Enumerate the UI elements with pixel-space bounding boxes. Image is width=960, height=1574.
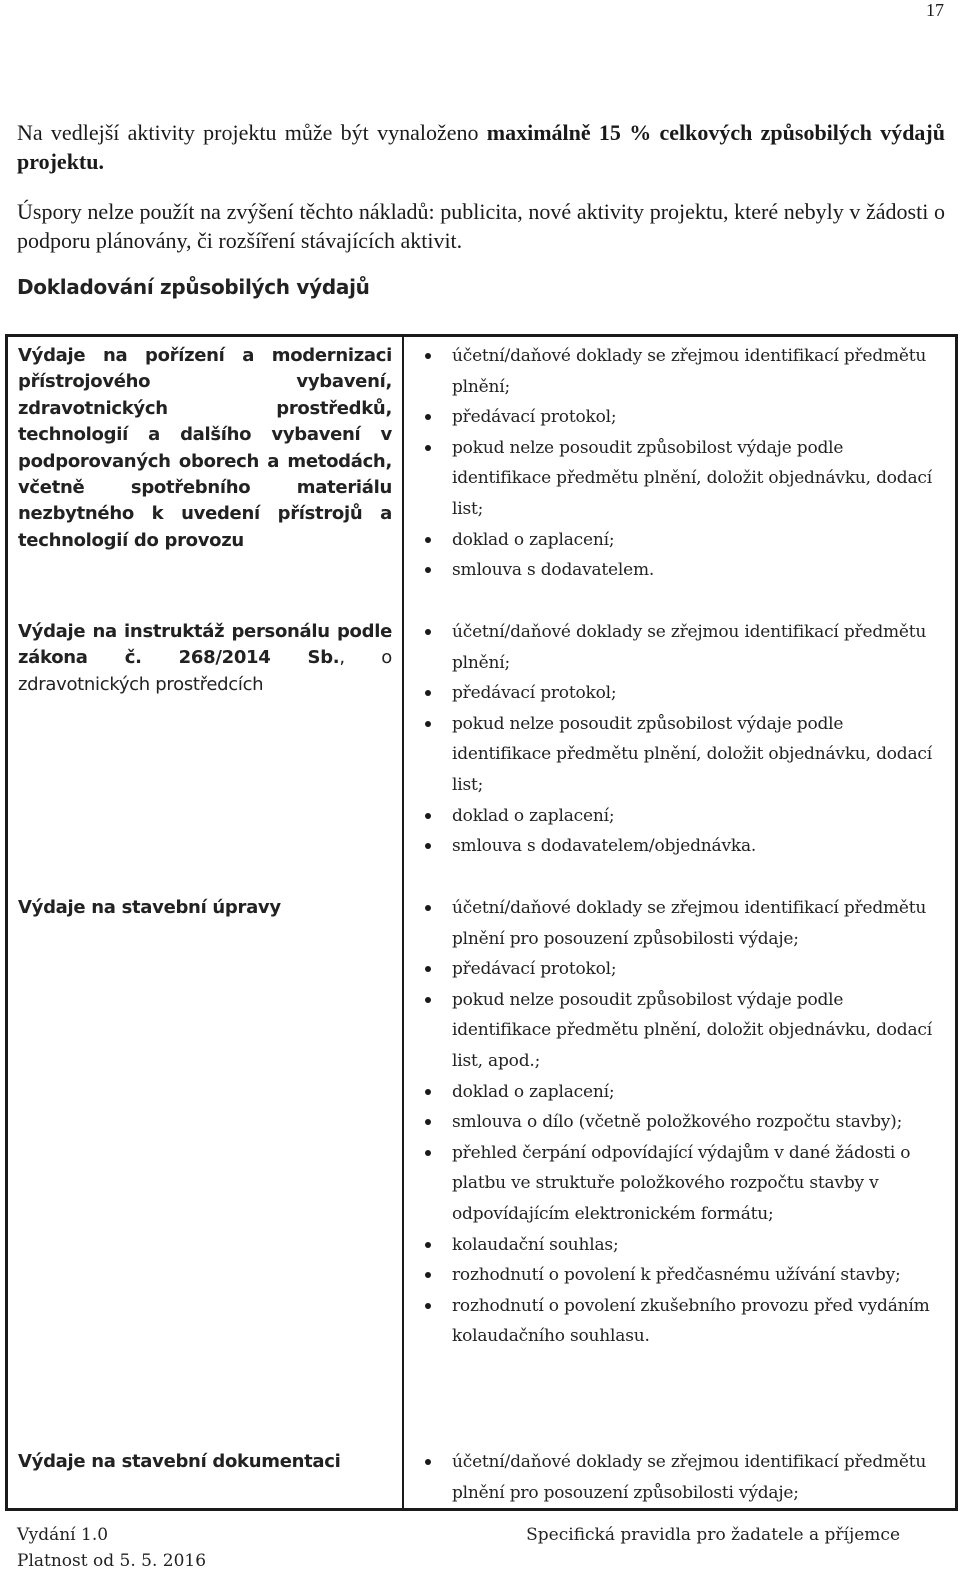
list-item: pokud nelze posoudit způsobilost výdaje podle identifikace předmětu plnění, doložit objednávku, dodací list; — [452, 709, 943, 801]
intro-paragraph-1 — [17, 118, 945, 176]
list-item: účetní/daňové doklady se zřejmou identifikací předmětu plnění; — [452, 617, 943, 678]
list-item: účetní/daňové doklady se zřejmou identifikací předmětu plnění; — [452, 341, 943, 402]
footer-doc-title: Specifická pravidla pro žadatele a příjemce — [526, 1525, 900, 1545]
list-item: předávací protokol; — [452, 954, 943, 985]
docs-cell — [403, 1443, 957, 1510]
section-heading: Dokladování způsobilých výdajů — [17, 275, 370, 299]
expense-cell: Výdaje na stavební úpravy — [7, 889, 404, 1443]
expense-normal-text: , o zdravotnických prostředcích — [18, 647, 393, 695]
intro-text: Na vedlejší aktivity projektu může být vynaloženo — [17, 120, 487, 145]
docs-list — [432, 893, 943, 1352]
list-item: rozhodnutí o povolení k předčasnému užívání stavby; — [452, 1260, 943, 1291]
list-item: doklad o zaplacení; — [452, 1077, 943, 1108]
page-number: 17 — [926, 0, 944, 20]
list-item: smlouva s dodavatelem. — [452, 555, 943, 586]
list-item: účetní/daňové doklady se zřejmou identifikací předmětu plnění pro posouzení způsobilosti výdaje; — [452, 1447, 943, 1508]
table-row — [7, 889, 957, 1443]
footer-left — [17, 1522, 206, 1574]
docs-cell — [403, 889, 957, 1443]
intro-paragraph-2: Úspory nelze použít na zvýšení těchto nákladů: publicita, nové aktivity projektu, které nebyly v žádosti o podporu plánovány, či rozšíření stávajících aktivit. — [17, 199, 945, 253]
list-item: účetní/daňové doklady se zřejmou identifikací předmětu plnění pro posouzení způsobilosti výdaje; — [452, 893, 943, 954]
table-row — [7, 336, 957, 614]
list-item: doklad o zaplacení; — [452, 525, 943, 556]
list-item: předávací protokol; — [452, 678, 943, 709]
docs-cell — [403, 613, 957, 889]
list-item: předávací protokol; — [452, 402, 943, 433]
footer-validity: Platnost od 5. 5. 2016 — [17, 1551, 207, 1571]
intro-emphasis: maximálně 15 % celkových způsobilých výdajů projektu. — [17, 120, 945, 174]
expense-bold-text: Výdaje na instruktáž personálu podle zákona č. 268/2014 Sb. — [18, 621, 392, 669]
list-item: rozhodnutí o povolení zkušebního provozu před vydáním kolaudačního souhlasu. — [452, 1291, 943, 1352]
table-row — [7, 1443, 957, 1510]
list-item: smlouva s dodavatelem/objednávka. — [452, 831, 943, 862]
expense-cell: Výdaje na stavební dokumentaci — [7, 1443, 404, 1510]
expense-cell — [7, 613, 404, 889]
list-item: smlouva o dílo (včetně položkového rozpočtu stavby); — [452, 1107, 943, 1138]
list-item: pokud nelze posoudit způsobilost výdaje podle identifikace předmětu plnění, doložit objednávku, dodací list; — [452, 433, 943, 525]
docs-list — [432, 617, 943, 862]
list-item: doklad o zaplacení; — [452, 801, 943, 832]
list-item: pokud nelze posoudit způsobilost výdaje podle identifikace předmětu plnění, doložit objednávku, dodací list, apod.; — [452, 985, 943, 1077]
list-item: přehled čerpání odpovídající výdajům v dané žádosti o platbu ve struktuře položkového rozpočtu stavby v odpovídajícím elektronickém formátu; — [452, 1138, 943, 1230]
list-item: kolaudační souhlas; — [452, 1230, 943, 1261]
documentation-table — [5, 334, 958, 1511]
table-row — [7, 613, 957, 889]
expense-cell: Výdaje na pořízení a modernizaci přístrojového vybavení, zdravotnických prostředků, technologií a dalšího vybavení v podporovaných oborech a metodách, včetně spotřebního materiálu nezbytného k uvedení přístrojů a technologií do provozu — [7, 336, 404, 614]
footer-version: Vydání 1.0 — [17, 1525, 109, 1545]
docs-list — [432, 341, 943, 586]
docs-list — [432, 1447, 943, 1508]
docs-cell — [403, 336, 957, 614]
